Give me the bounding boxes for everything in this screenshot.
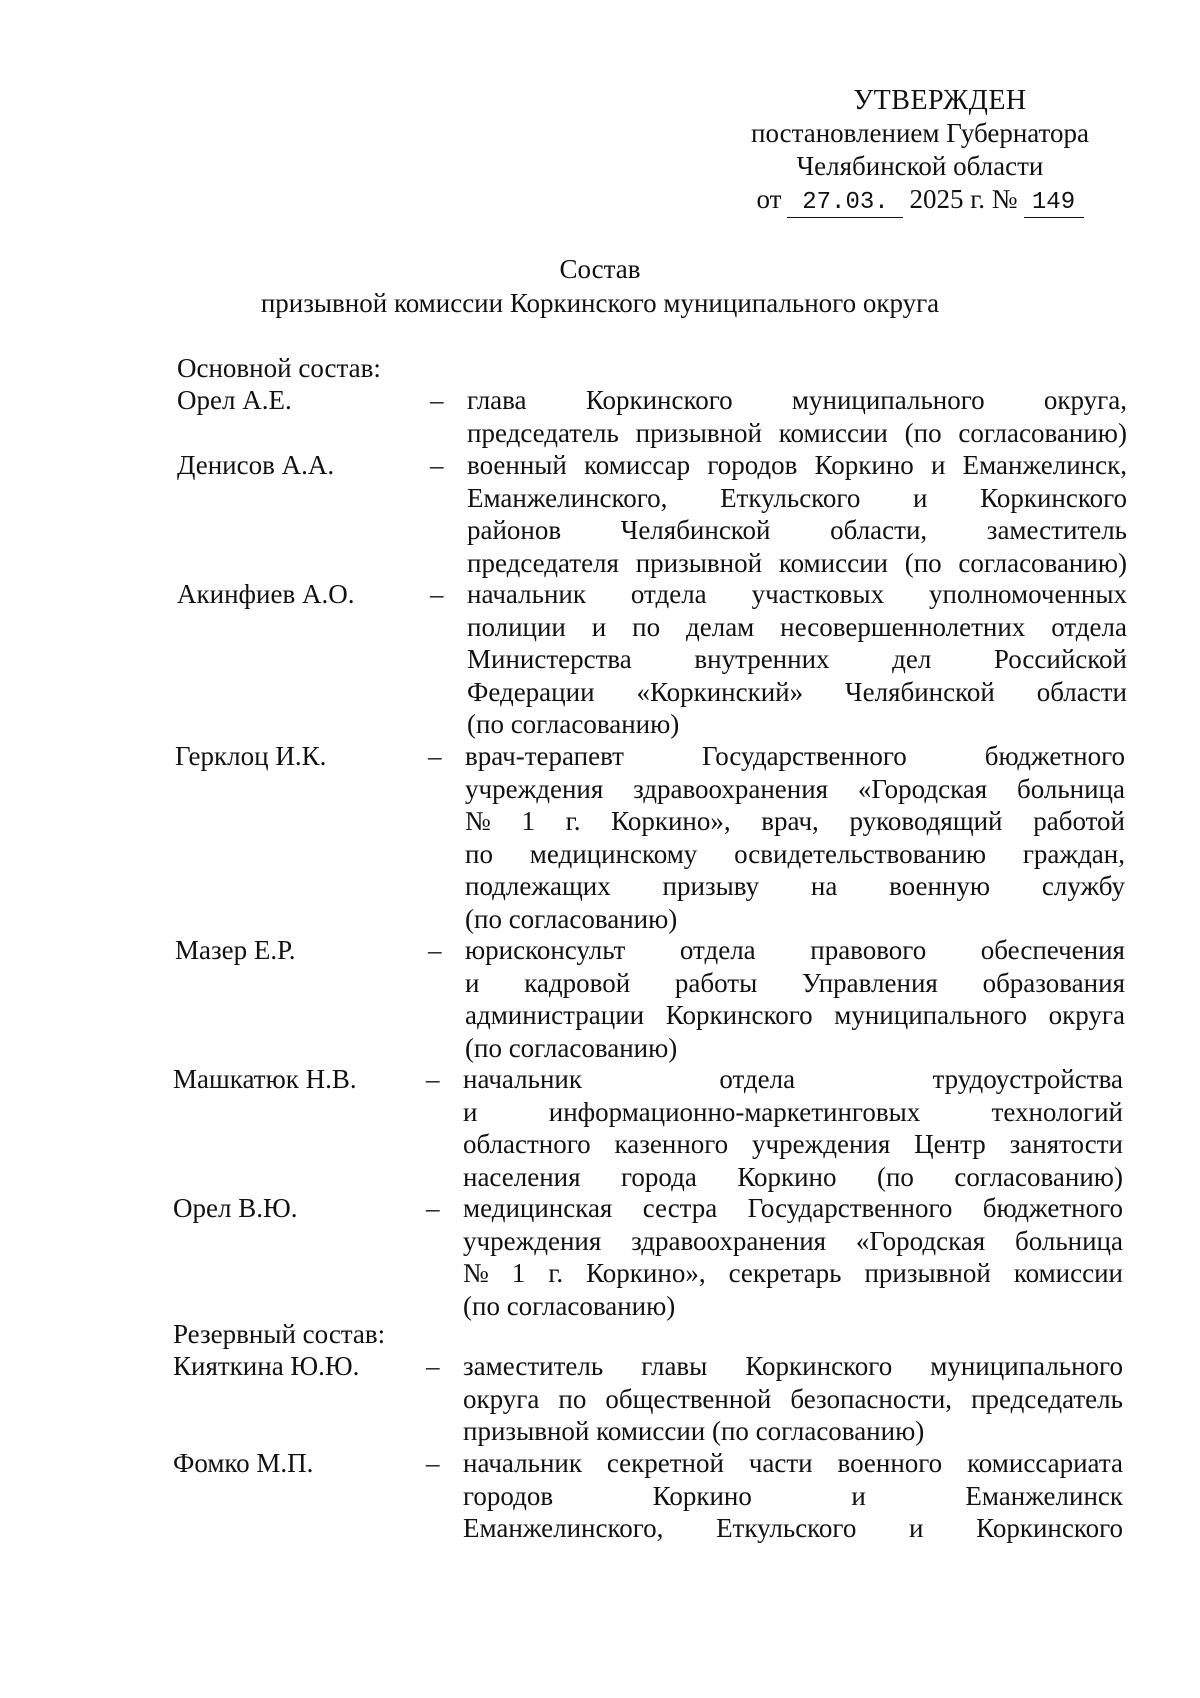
position-line: начальник отдела участковых уполномоченных [467,579,1127,609]
member-position [463,1447,1123,1545]
position-line: призывной комиссии (по согласованию) [463,1416,925,1446]
approval-block [720,84,1120,218]
member-dash: – [430,450,444,480]
approved-heading: УТВЕРЖДЕН [853,85,1027,116]
position-line: заместитель главы Коркинского муниципального [463,1351,1123,1381]
position-line: врач-терапевт Государственного бюджетного [465,741,1125,771]
position-line: председателя призывной комиссии (по согласованию) [467,547,1127,578]
title-line-2: призывной комиссии Коркинского муниципального округа [260,288,940,318]
member-dash: – [426,1193,440,1223]
member-name: Орел В.Ю. [173,1193,298,1223]
reserve-section-heading: Резервный состав: [173,1319,386,1349]
position-line: населения города Коркино (по согласованию) [463,1161,1123,1192]
position-line: (по согласованию) [467,709,680,739]
approval-line-2: Челябинской области [796,151,1044,181]
position-line: районов Челябинской области, заместитель [467,515,1127,545]
approval-number: 149 [1024,189,1084,218]
position-line: (по согласованию) [463,1290,676,1321]
approval-line-1: постановлением Губернатора [751,118,1089,148]
member-position [463,1350,1123,1448]
member-name: Денисов А.А. [177,450,335,480]
position-line: глава Коркинского муниципального округа, [467,385,1127,415]
position-line: медицинская сестра Государственного бюджетного [463,1193,1123,1223]
member-dash: – [430,385,444,415]
member-position [463,1063,1123,1193]
member-dash: – [426,1351,440,1381]
position-line: городов Коркино и Еманжелинск [463,1480,1123,1511]
position-line: юрисконсульт отдела правового обеспечения [465,935,1125,965]
member-position [465,934,1125,1064]
position-line: областного казенного учреждения Центр занятости [463,1129,1123,1159]
position-line: (по согласованию) [465,903,678,934]
position-line: Еманжелинского, Еткульского и Коркинского [467,482,1127,513]
position-line: начальник отдела трудоустройства [463,1064,1123,1094]
position-line: учреждения здравоохранения «Городская больница [465,773,1125,804]
member-dash: – [428,741,442,771]
member-dash: – [430,579,444,609]
main-section-heading: Основной состав: [177,353,381,383]
position-line: № 1 г. Коркино», врач, руководящий работой [465,806,1125,836]
member-name: Фомко М.П. [173,1448,314,1478]
member-position [465,740,1125,935]
position-line: округа по общественной безопасности, председатель [463,1383,1123,1414]
position-line: администрации Коркинского муниципального округа [465,1000,1125,1030]
member-name: Кияткина Ю.Ю. [173,1351,360,1381]
approval-date: 27.03. [787,189,903,218]
member-position [463,1192,1123,1322]
approval-year: 2025 г. № [909,184,1018,214]
member-name: Герклоц И.К. [175,741,327,771]
position-line: Еманжелинского, Еткульского и Коркинского [463,1513,1123,1543]
member-position [467,578,1127,741]
position-line: учреждения здравоохранения «Городская больница [463,1225,1123,1256]
position-line: и информационно-маркетинговых технологий [463,1096,1123,1127]
approval-date-line [720,183,1120,218]
member-name: Орел А.Е. [177,385,292,415]
member-position [467,449,1127,579]
position-line: и кадровой работы Управления образования [465,967,1125,998]
member-position [467,384,1127,449]
document-title [0,252,1200,320]
member-dash: – [426,1448,440,1478]
position-line: Федерации «Коркинский» Челябинской области [467,676,1127,707]
position-line: полиции и по делам несовершеннолетних отдела [467,611,1127,642]
date-prefix: от [756,184,782,214]
position-line: № 1 г. Коркино», секретарь призывной комиссии [463,1258,1123,1288]
position-line: Министерства внутренних дел Российской [467,644,1127,674]
member-name: Машкатюк Н.В. [173,1064,357,1094]
position-line: начальник секретной части военного комиссариата [463,1448,1123,1478]
position-line: военный комиссар городов Коркино и Еманжелинск, [467,450,1127,480]
position-line: подлежащих призыву на военную службу [465,871,1125,901]
position-line: председатель призывной комиссии (по согласованию) [467,417,1127,448]
title-line-1: Состав [559,254,641,284]
position-line: по медицинскому освидетельствованию граждан, [465,838,1125,869]
member-dash: – [426,1064,440,1094]
position-line: (по согласованию) [465,1032,678,1063]
member-name: Акинфиев А.О. [177,579,355,609]
member-name: Мазер Е.Р. [175,935,296,965]
member-dash: – [428,935,442,965]
